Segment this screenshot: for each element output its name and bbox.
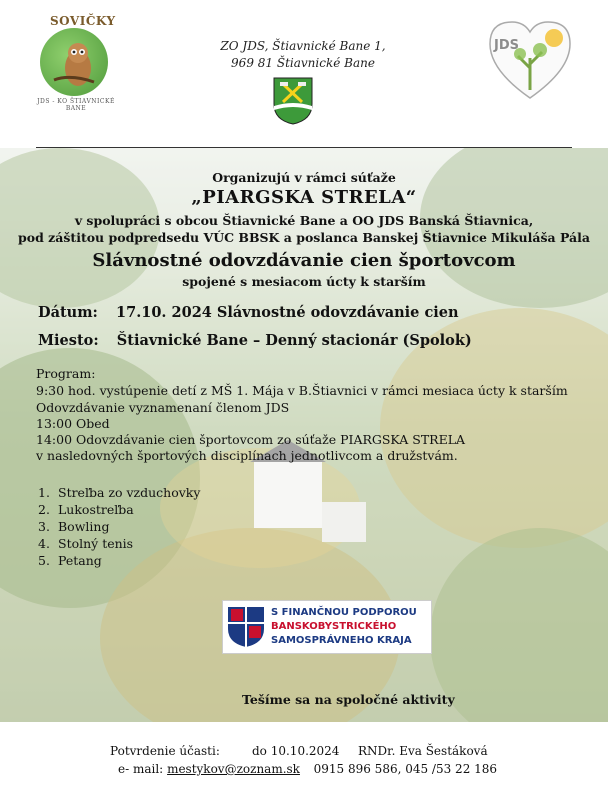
list-item: 3. Bowling <box>38 519 110 534</box>
landscape-photo <box>0 148 608 722</box>
program-line: 14:00 Odovzdávanie cien športovcom zo súťaže PIARGSKA STRELA <box>36 432 466 447</box>
logo-brand: SOVIČKY <box>50 14 116 28</box>
owl-emblem-icon <box>40 28 108 96</box>
jds-logo <box>484 18 576 100</box>
email-label: e- mail: <box>118 762 164 776</box>
bbsk-funding-banner <box>222 600 432 654</box>
date-label: Dátum: <box>38 304 98 321</box>
headline: Slávnostné odovzdávanie cien športovcom <box>92 250 516 271</box>
intro-line: Organizujú v rámci súťaže <box>212 170 396 185</box>
organizer-address <box>200 38 406 72</box>
contact-name: RNDr. Eva Šestáková <box>358 744 488 758</box>
subheadline: spojené s mesiacom úcty k starším <box>182 274 426 289</box>
email-row <box>118 762 497 776</box>
village-crest-icon <box>272 76 314 126</box>
place-value: Štiavnické Bane – Denný stacionár (Spolok) <box>116 332 472 349</box>
date-row <box>38 304 459 321</box>
phone-numbers: 0915 896 586, 045 /53 22 186 <box>313 762 498 776</box>
program-line: Odovzdávanie vyznamenaní členom JDS <box>36 400 290 415</box>
bbsk-crest-icon <box>226 605 266 649</box>
letterhead <box>0 0 608 148</box>
org-line-1: ZO JDS, Štiavnické Bane 1, <box>220 39 386 53</box>
logo-subtitle: JDS - KO ŠTIAVNICKÉ BANE <box>37 98 115 112</box>
program-line: 13:00 Obed <box>36 416 110 431</box>
email-link[interactable]: mestykov@zoznam.sk <box>167 762 300 776</box>
confirm-label: Potvrdenie účasti: <box>110 744 220 758</box>
event-title: „PIARGSKA STRELA“ <box>191 187 417 208</box>
place-row <box>38 332 472 349</box>
patronage-line: pod záštitou podpredsedu VÚC BBSK a poslanca Banskej Štiavnice Mikuláša Pála <box>18 230 590 245</box>
list-item: 5. Petang <box>38 553 102 568</box>
partner-line: v spolupráci s obcou Štiavnické Bane a OO JDS Banská Štiavnica, <box>74 213 534 228</box>
program-line: 9:30 hod. vystúpenie detí z MŠ 1. Mája v B.Štiavnici v rámci mesiaca úcty k starším <box>36 383 568 398</box>
program-line: v nasledovných športových disciplínach jednotlivcom a družstvám. <box>36 448 458 463</box>
banner-line-3: SAMOSPRÁVNEHO KRAJA <box>271 635 412 646</box>
sovicky-logo <box>34 14 118 110</box>
confirm-date: do 10.10.2024 <box>252 744 340 758</box>
program-heading: Program: <box>36 366 96 381</box>
place-label: Miesto: <box>38 332 99 349</box>
jds-logo-text: JDS <box>494 38 519 53</box>
banner-line-1: S FINANČNOU PODPOROU <box>271 607 417 618</box>
contact-footer <box>0 722 608 795</box>
org-line-2: 969 81 Štiavnické Bane <box>231 56 375 70</box>
list-item: 2. Lukostreľba <box>38 502 134 517</box>
invitation-body <box>0 148 608 722</box>
list-item: 1. Streľba zo vzduchovky <box>38 485 201 500</box>
list-item: 4. Stolný tenis <box>38 536 134 551</box>
closing-text: Tešíme sa na spoločné aktivity <box>242 692 455 707</box>
banner-line-2: BANSKOBYSTRICKÉHO <box>271 621 397 632</box>
date-value: 17.10. 2024 Slávnostné odovzdávanie cien <box>116 304 459 321</box>
